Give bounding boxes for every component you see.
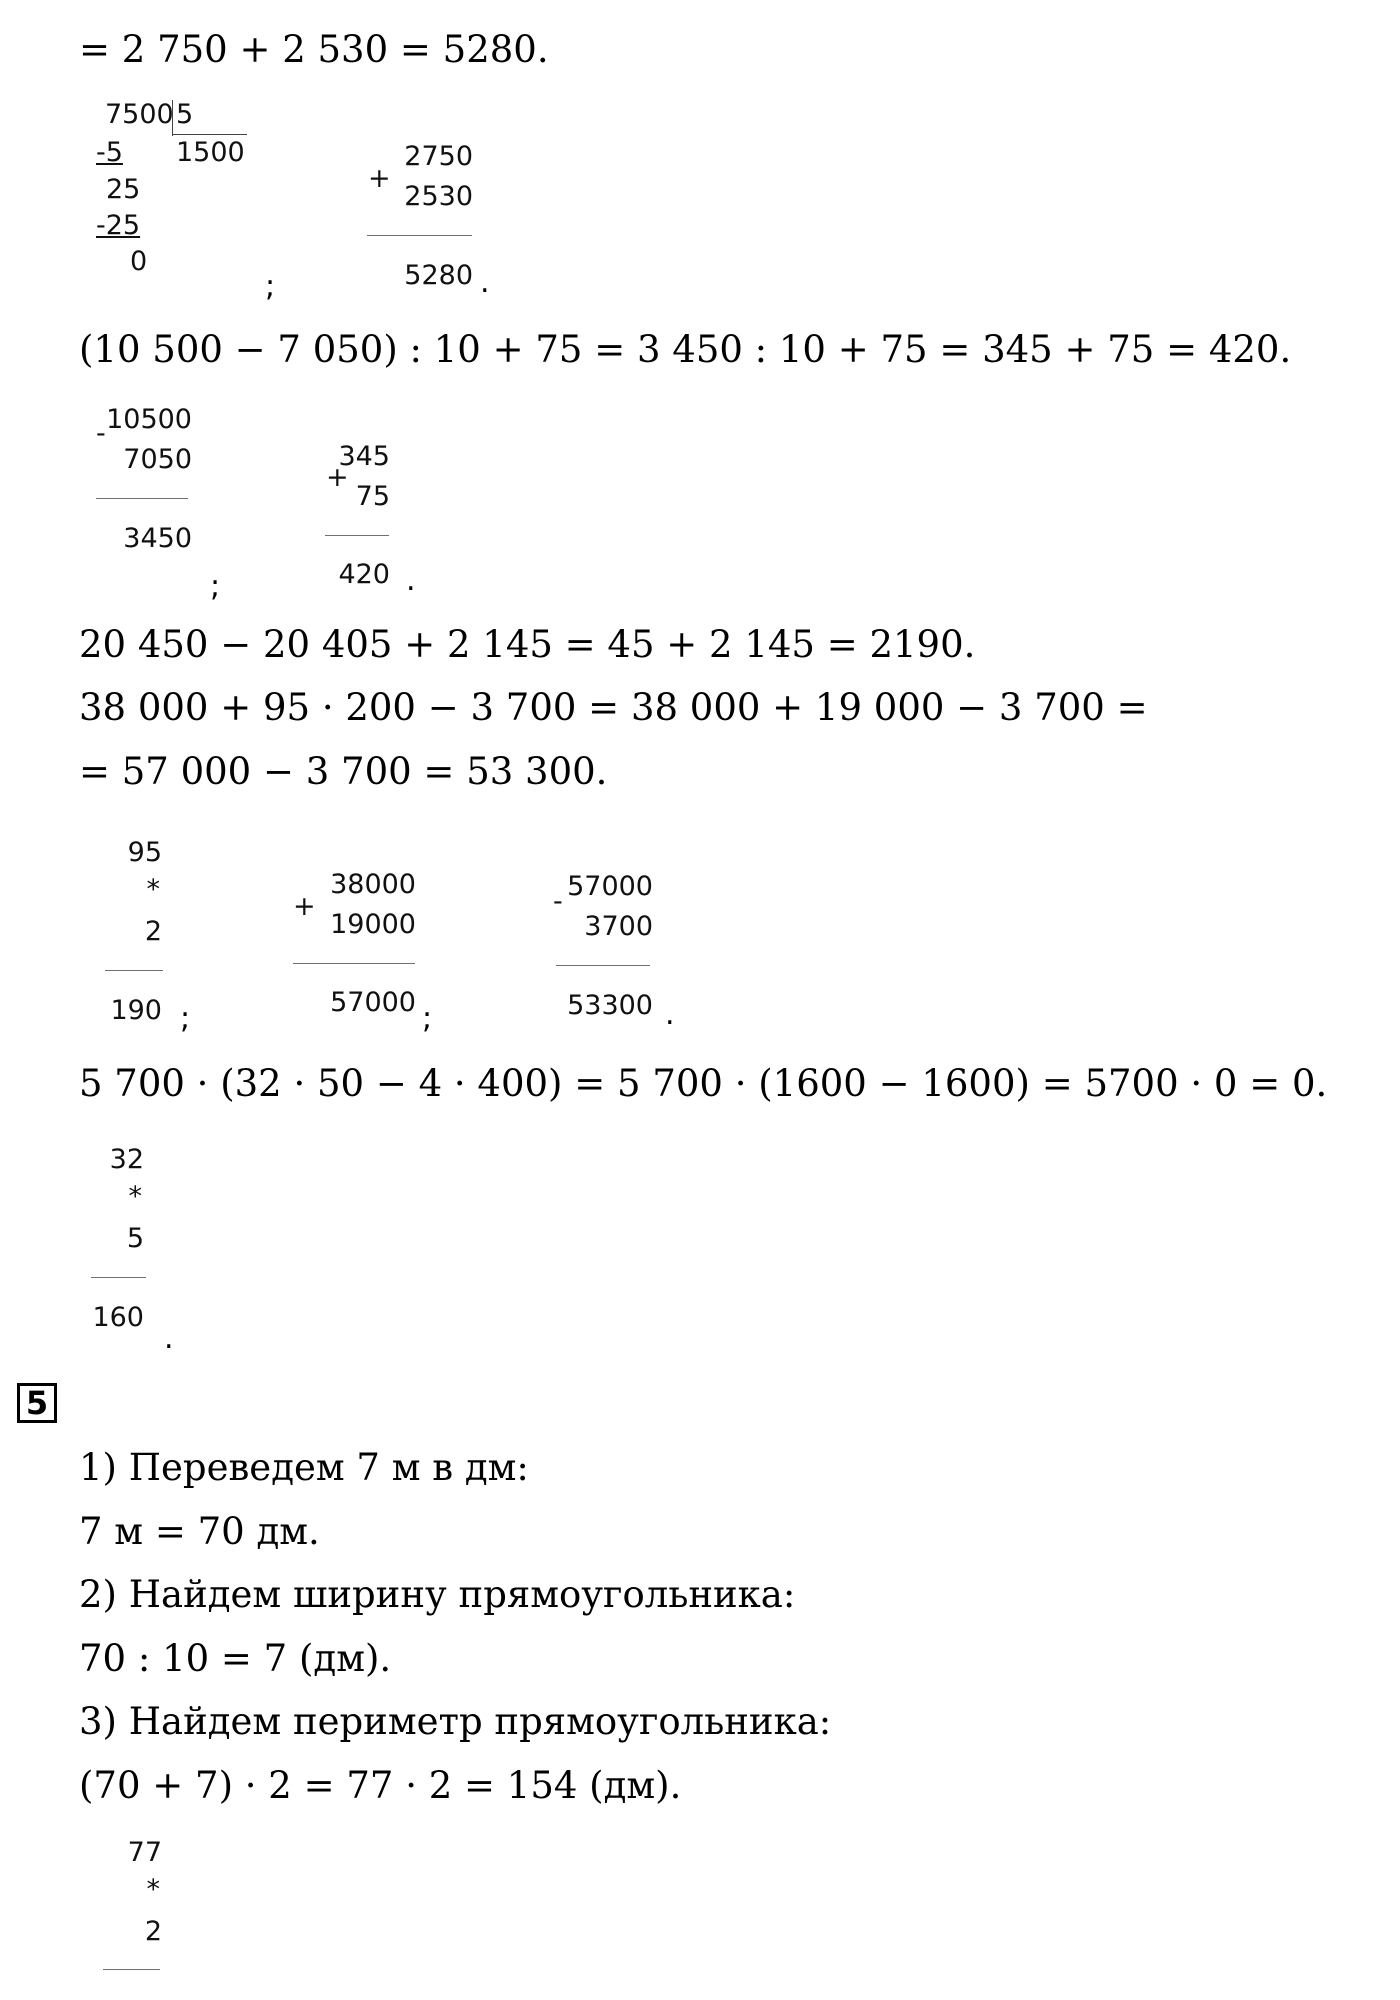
operand-2: 75 [355,481,390,512]
column-subtraction-10500 [96,405,196,560]
solution-step-line: 70 : 10 = 7 (дм). [79,1637,392,1680]
operator: * [146,874,160,905]
separator-period: . [164,1321,174,1356]
result-line [105,970,163,971]
operator: - [553,886,563,917]
separator-period: . [480,265,490,300]
separator-semicolon: ; [180,1001,191,1036]
result: 5280 [404,260,473,291]
operand-1: 345 [338,441,390,472]
result: 3450 [123,523,192,554]
separator-period: . [406,563,416,598]
operand-1: 95 [127,837,162,868]
task-number-badge: 5 [17,1383,57,1423]
column-addition-345 [320,442,400,597]
solution-step-line: 7 м = 70 дм. [79,1510,320,1553]
solution-step-line: 2) Найдем ширину прямоугольника: [79,1573,796,1616]
result-line [556,965,650,966]
result: 190 [110,995,162,1026]
result-line [96,498,188,499]
operand-1: 10500 [106,404,192,435]
operand-2: 3700 [584,911,653,942]
operand-1: 38000 [330,869,416,900]
operator: + [368,163,391,194]
result: 57000 [330,987,416,1018]
equation-line: 38 000 + 95 · 200 − 3 700 = 38 000 + 19 000 − 3 700 = [79,686,1148,729]
remainder-2: 0 [130,246,148,277]
operand-1: 77 [127,1837,162,1868]
result: 160 [92,1302,144,1333]
subtrahend-2: -25 [96,210,141,241]
column-multiplication-32 [88,1145,158,1345]
dividend: 7500 [105,99,174,130]
operand-1: 32 [109,1144,144,1175]
result-line [103,1969,160,1970]
quotient-bar [173,134,247,135]
column-addition-2750 [365,142,475,302]
equation-line: (10 500 − 7 050) : 10 + 75 = 3 450 : 10 + 75 = 345 + 75 = 420. [79,328,1292,371]
operand-2: 5 [126,1223,144,1254]
equation-line: = 2 750 + 2 530 = 5280. [79,28,549,71]
operand-2: 2 [144,1916,162,1947]
operator: + [326,462,349,493]
operand-1: 57000 [567,871,653,902]
column-multiplication-95 [100,838,170,1038]
column-addition-38000 [290,870,420,1030]
operand-2: 7050 [123,444,192,475]
result-line [367,235,472,236]
divisor: 5 [176,99,194,130]
division-bar [172,100,173,136]
operand-2: 19000 [330,909,416,940]
separator-semicolon: ; [422,1001,433,1036]
result: 420 [338,559,390,590]
equation-line: 5 700 · (32 · 50 − 4 · 400) = 5 700 · (1600 − 1600) = 5700 · 0 = 0. [79,1062,1328,1105]
separator-semicolon: ; [265,269,276,304]
operator: * [146,1874,160,1905]
separator-period: . [665,997,675,1032]
long-division-7500 [96,99,260,280]
subtrahend-1: -5 [96,137,123,168]
result-line [91,1277,146,1278]
result-line [293,963,415,964]
remainder-1: 25 [106,174,141,205]
operator: + [293,891,316,922]
equation-line: = 57 000 − 3 700 = 53 300. [79,750,608,793]
equation-line: 20 450 − 20 405 + 2 145 = 45 + 2 145 = 2190. [79,623,976,666]
operator: - [96,418,106,449]
operand-2: 2 [144,916,162,947]
column-subtraction-57000 [553,872,663,1032]
separator-semicolon: ; [210,569,221,604]
result-line [325,535,389,536]
solution-step-line: 1) Переведем 7 м в дм: [79,1446,529,1489]
operator: * [128,1181,142,1212]
solution-step-line: 3) Найдем периметр прямоугольника: [79,1700,832,1743]
operand-2: 2530 [404,181,473,212]
result: 53300 [567,990,653,1021]
solution-step-line: (70 + 7) · 2 = 77 · 2 = 154 (дм). [79,1764,682,1807]
operand-1: 2750 [404,141,473,172]
quotient: 1500 [176,137,245,168]
column-multiplication-77 [100,1838,170,2000]
